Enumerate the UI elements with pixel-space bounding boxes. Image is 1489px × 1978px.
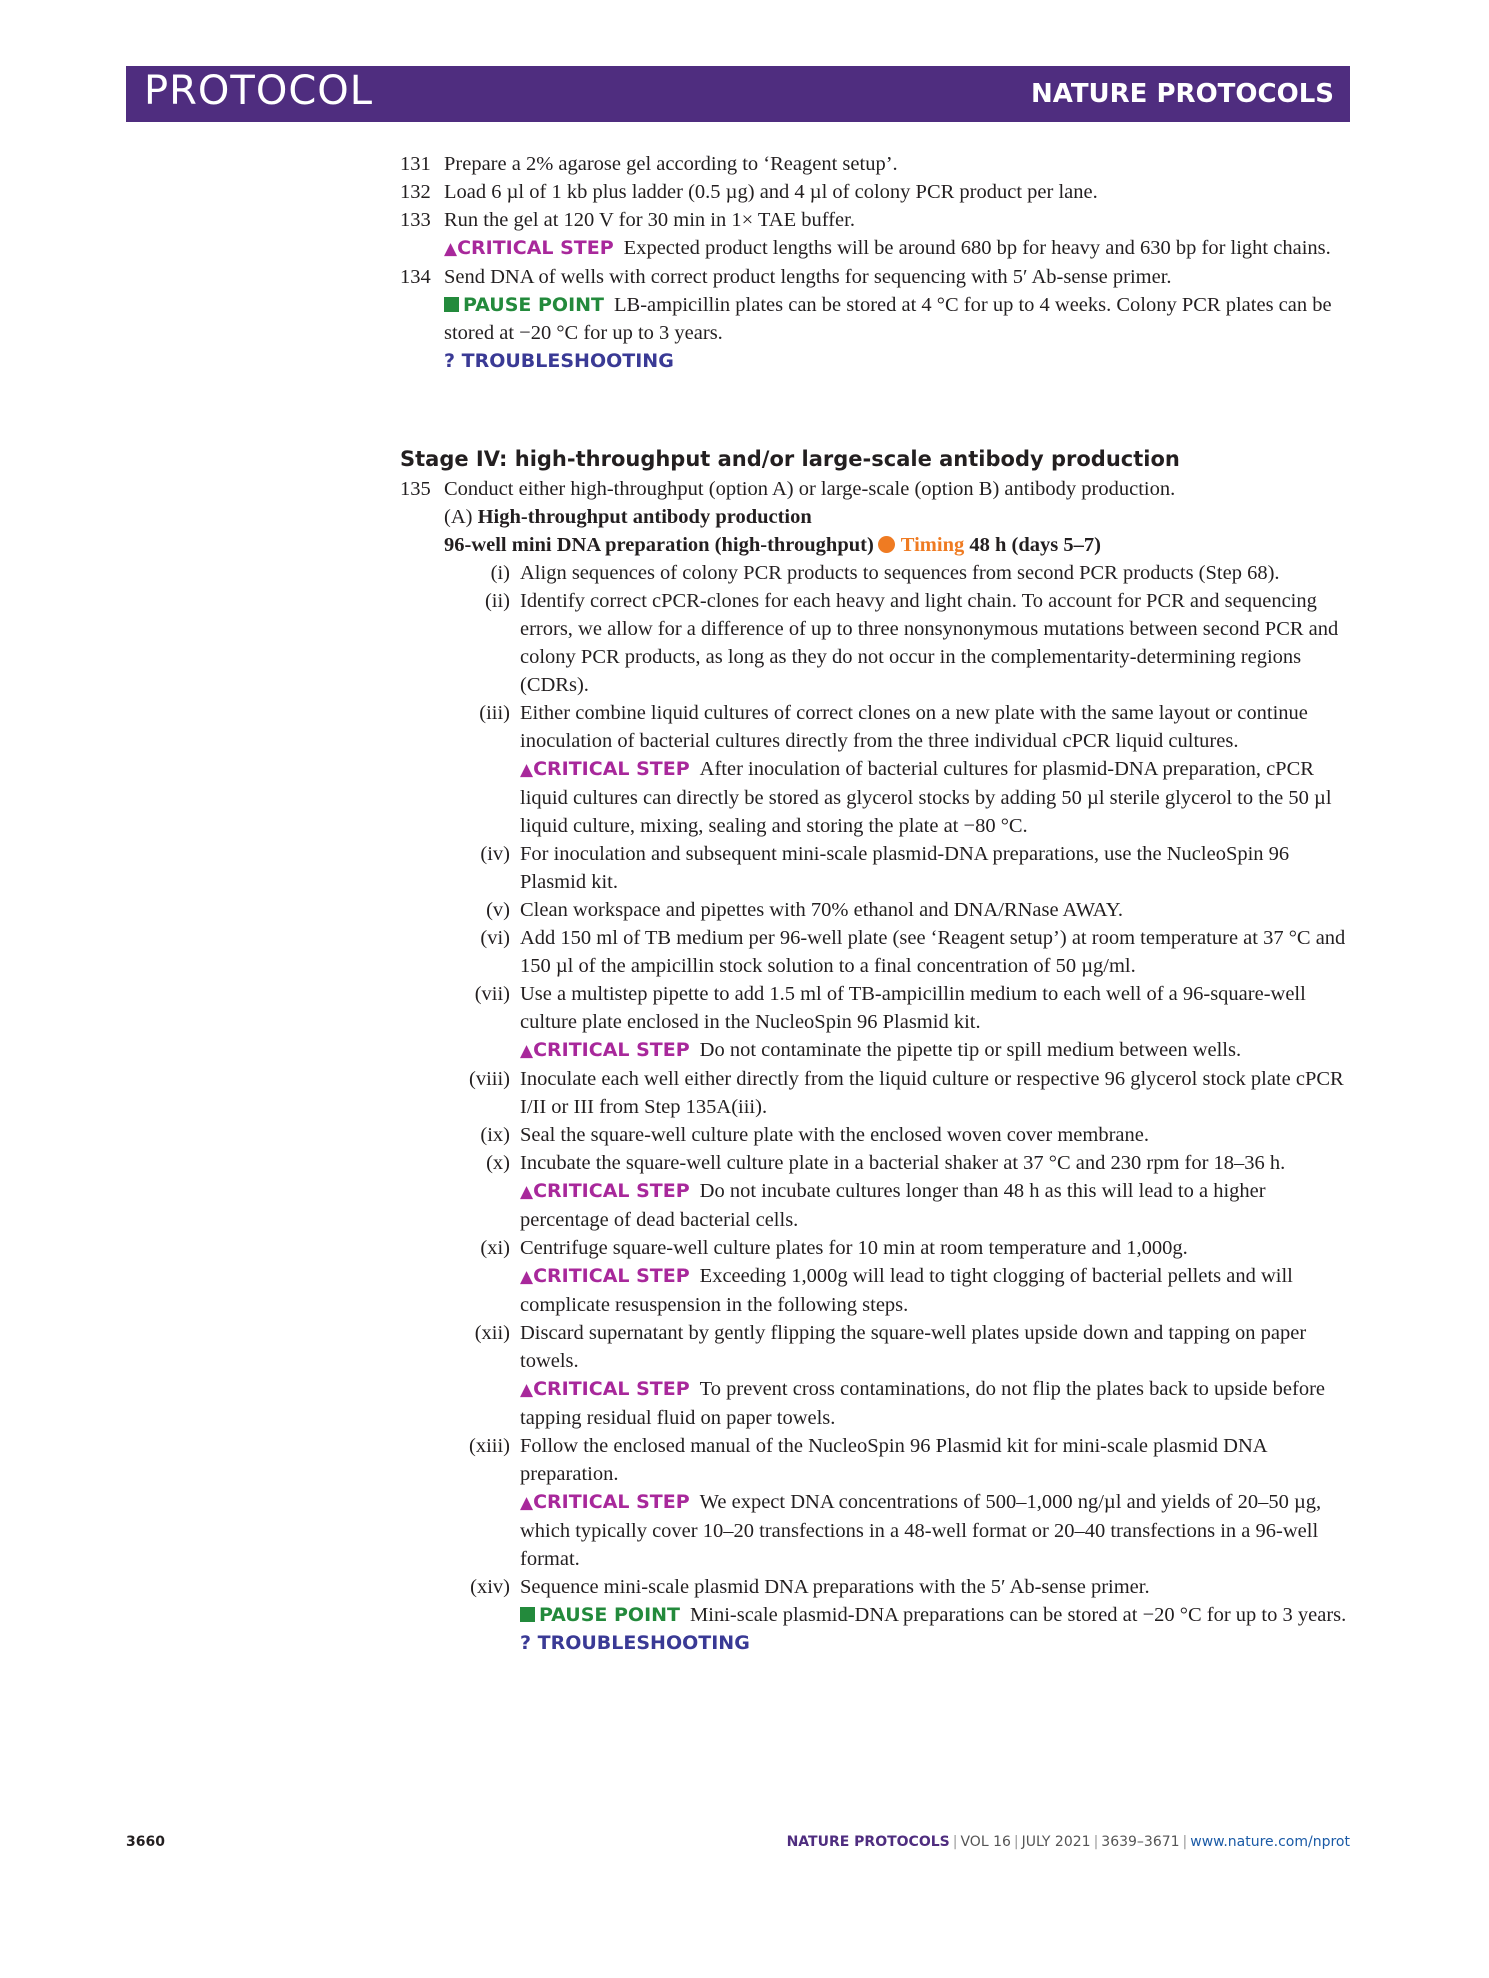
page-number: 3660 — [126, 1834, 165, 1850]
pause-label: PAUSE POINT — [539, 1604, 681, 1626]
substep-text: Centrifuge square-well culture plates for 10 min at room temperature and 1,000g. — [520, 1237, 1188, 1259]
substep-text: For inoculation and subsequent mini-scale plasmid-DNA preparations, use the NucleoSpin 96 Plasmid kit. — [520, 843, 1290, 893]
critical-note-iii — [400, 755, 1350, 840]
substep-text: Seal the square-well culture plate with the enclosed woven cover membrane. — [520, 1124, 1149, 1146]
step-text: Conduct either high-throughput (option A) or large-scale (option B) antibody production. — [444, 478, 1176, 500]
step-number: 132 — [400, 181, 431, 203]
substep-v — [400, 896, 1350, 924]
substep-text: Discard supernatant by gently flipping the square-well plates upside down and tapping on paper towels. — [520, 1322, 1307, 1372]
substep-number: (x) — [486, 1152, 510, 1174]
substep-number: (v) — [486, 899, 510, 921]
triangle-icon: ▲ — [520, 1380, 534, 1400]
substep-text: Align sequences of colony PCR products to sequences from second PCR products (Step 68). — [520, 562, 1280, 584]
substep-iv — [400, 840, 1350, 896]
critical-label: CRITICAL STEP — [533, 1039, 690, 1061]
substep-i — [400, 559, 1350, 587]
substep-text: Add 150 ml of TB medium per 96-well plate (see ‘Reagent setup’) at room temperature at 37 °C and 150 µl of the ampicillin stock solution to a final concentration of 50 µg/ml. — [520, 927, 1346, 977]
substep-text: Incubate the square-well culture plate in a bacterial shaker at 37 °C and 230 rpm for 18–36 h. — [520, 1152, 1286, 1174]
substep-text: Identify correct cPCR-clones for each heavy and light chain. To account for PCR and sequencing errors, we allow for a difference of up to three nonsynonymous mutations between second PCR and colony PCR products, as long as they do not occur in the complementarity-determining regions (CDRs). — [520, 590, 1339, 696]
footer-date: JULY 2021 — [1021, 1834, 1091, 1850]
footer-volume: VOL 16 — [960, 1834, 1011, 1850]
step-134 — [400, 263, 1350, 291]
substep-xiv — [400, 1573, 1350, 1601]
section-label: PROTOCOL — [144, 68, 374, 114]
substep-number: (xiii) — [469, 1435, 510, 1457]
step-131 — [400, 150, 1350, 178]
substep-viii — [400, 1065, 1350, 1121]
timing-label: Timing — [900, 534, 965, 556]
substep-number: (ii) — [484, 590, 510, 612]
troubleshooting-label[interactable]: ? TROUBLESHOOTING — [444, 350, 674, 372]
substep-iii — [400, 699, 1350, 755]
subsection-title: 96-well mini DNA preparation (high-throughput) — [444, 534, 874, 556]
substep-number: (viii) — [469, 1068, 510, 1090]
step-133 — [400, 206, 1350, 234]
triangle-icon: ▲ — [520, 1267, 534, 1287]
footer-journal: NATURE PROTOCOLS — [786, 1834, 950, 1850]
substep-ii — [400, 587, 1350, 699]
critical-label: CRITICAL STEP — [457, 237, 614, 259]
step-number: 131 — [400, 153, 431, 175]
substep-x — [400, 1149, 1350, 1177]
footer-separator: | — [1013, 1834, 1019, 1850]
substep-text: Use a multistep pipette to add 1.5 ml of TB-ampicillin medium to each well of a 96-square-well culture plate enclosed in the NucleoSpin 96 Plasmid kit. — [520, 983, 1306, 1033]
critical-label: CRITICAL STEP — [533, 758, 690, 780]
substep-number: (iv) — [480, 843, 510, 865]
substep-number: (vi) — [480, 927, 510, 949]
step-text: Run the gel at 120 V for 30 min in 1× TAE buffer. — [444, 209, 855, 231]
step-text: Prepare a 2% agarose gel according to ‘Reagent setup’. — [444, 153, 898, 175]
note-text: LB-ampicillin plates can be stored at 4 °C for up to 4 weeks. Colony PCR plates can be stored at −20 °C for up to 3 years. — [444, 294, 1332, 344]
timing-dot-icon — [878, 536, 895, 553]
square-icon — [520, 1607, 535, 1622]
triangle-icon: ▲ — [520, 760, 534, 780]
timing-value: 48 h (days 5–7) — [969, 534, 1101, 556]
substep-number: (xi) — [480, 1237, 510, 1259]
step-135 — [400, 475, 1350, 503]
square-icon — [444, 297, 459, 312]
troubleshooting-link-xiv[interactable] — [400, 1629, 1350, 1657]
triangle-icon: ▲ — [520, 1041, 534, 1061]
substep-text: Follow the enclosed manual of the NucleoSpin 96 Plasmid kit for mini-scale plasmid DNA preparation. — [520, 1435, 1267, 1485]
note-text: After inoculation of bacterial cultures for plasmid-DNA preparation, cPCR liquid cultures can directly be stored as glycerol stocks by adding 50 µl sterile glycerol to the 50 µl liquid culture, mixing, sealing and storing the plate at −80 °C. — [520, 758, 1332, 837]
substep-vi — [400, 924, 1350, 980]
substep-xii — [400, 1319, 1350, 1375]
substep-number: (ix) — [480, 1124, 510, 1146]
critical-note-133 — [400, 234, 1350, 263]
note-text: Exceeding 1,000g will lead to tight clogging of bacterial pellets and will complicate resuspension in the following steps. — [520, 1265, 1293, 1316]
option-a-heading — [400, 503, 1350, 531]
critical-note-vii — [400, 1036, 1350, 1065]
step-132 — [400, 178, 1350, 206]
triangle-icon: ▲ — [444, 239, 458, 259]
step-text: Load 6 µl of 1 kb plus ladder (0.5 µg) and 4 µl of colony PCR product per lane. — [444, 181, 1098, 203]
footer-url-link[interactable]: www.nature.com/nprot — [1190, 1834, 1350, 1850]
header-banner — [126, 66, 1350, 122]
triangle-icon: ▲ — [520, 1493, 534, 1513]
note-text: Do not incubate cultures longer than 48 h as this will lead to a higher percentage of dead bacterial cells. — [520, 1180, 1266, 1231]
substep-vii — [400, 980, 1350, 1036]
stage-heading: Stage IV: high-throughput and/or large-scale antibody production — [400, 447, 1180, 471]
substep-text: Clean workspace and pipettes with 70% ethanol and DNA/RNase AWAY. — [520, 899, 1123, 921]
pause-note-134 — [400, 291, 1350, 347]
footer-separator: | — [952, 1834, 958, 1850]
pause-note-xiv — [400, 1601, 1350, 1629]
note-text: Expected product lengths will be around 680 bp for heavy and 630 bp for light chains. — [623, 237, 1331, 259]
option-title: High-throughput antibody production — [477, 506, 812, 528]
substep-number: (vii) — [474, 983, 510, 1005]
critical-note-xii — [400, 1375, 1350, 1432]
substep-number: (iii) — [479, 702, 510, 724]
footer-separator: | — [1093, 1834, 1099, 1850]
substep-number: (xiv) — [470, 1576, 510, 1598]
substep-xiii — [400, 1432, 1350, 1488]
critical-label: CRITICAL STEP — [533, 1180, 690, 1202]
note-text: To prevent cross contaminations, do not flip the plates back to upside before tapping residual fluid on paper towels. — [520, 1378, 1326, 1429]
journal-title: NATURE PROTOCOLS — [1030, 79, 1334, 109]
troubleshooting-link-134[interactable] — [400, 347, 1350, 375]
step-text: Send DNA of wells with correct product lengths for sequencing with 5′ Ab-sense primer. — [444, 266, 1172, 288]
critical-note-xi — [400, 1262, 1350, 1319]
step-number: 135 — [400, 478, 431, 500]
critical-note-xiii — [400, 1488, 1350, 1573]
note-text: We expect DNA concentrations of 500–1,000 ng/µl and yields of 20–50 µg, which typically cover 10–20 transfections in a 48-well format or 20–40 transfections in a 96-well format. — [520, 1491, 1322, 1570]
footer-pages: 3639–3671 — [1101, 1834, 1180, 1850]
substep-number: (i) — [490, 562, 510, 584]
subsection-heading — [400, 531, 1350, 559]
substep-xi — [400, 1234, 1350, 1262]
step-number: 133 — [400, 209, 431, 231]
substep-number: (xii) — [474, 1322, 510, 1344]
critical-note-x — [400, 1177, 1350, 1234]
substep-text: Either combine liquid cultures of correct clones on a new plate with the same layout or continue inoculation of bacterial cultures directly from the three individual cPCR liquid cultures. — [520, 702, 1308, 752]
option-label: (A) — [444, 506, 473, 528]
critical-label: CRITICAL STEP — [533, 1491, 690, 1513]
substep-text: Inoculate each well either directly from the liquid culture or respective 96 glycerol stock plate cPCR I/II or III from Step 135A(iii). — [520, 1068, 1344, 1118]
footer-separator: | — [1182, 1834, 1188, 1850]
footer-citation — [787, 1834, 1350, 1850]
main-content — [400, 150, 1350, 1657]
note-text: Mini-scale plasmid-DNA preparations can be stored at −20 °C for up to 3 years. — [690, 1604, 1347, 1626]
critical-label: CRITICAL STEP — [533, 1265, 690, 1287]
critical-label: CRITICAL STEP — [533, 1378, 690, 1400]
substep-text: Sequence mini-scale plasmid DNA preparations with the 5′ Ab-sense primer. — [520, 1576, 1150, 1598]
troubleshooting-label[interactable]: ? TROUBLESHOOTING — [520, 1632, 750, 1654]
pause-label: PAUSE POINT — [463, 294, 605, 316]
triangle-icon: ▲ — [520, 1182, 534, 1202]
substep-ix — [400, 1121, 1350, 1149]
note-text: Do not contaminate the pipette tip or spill medium between wells. — [699, 1039, 1242, 1061]
step-number: 134 — [400, 266, 431, 288]
